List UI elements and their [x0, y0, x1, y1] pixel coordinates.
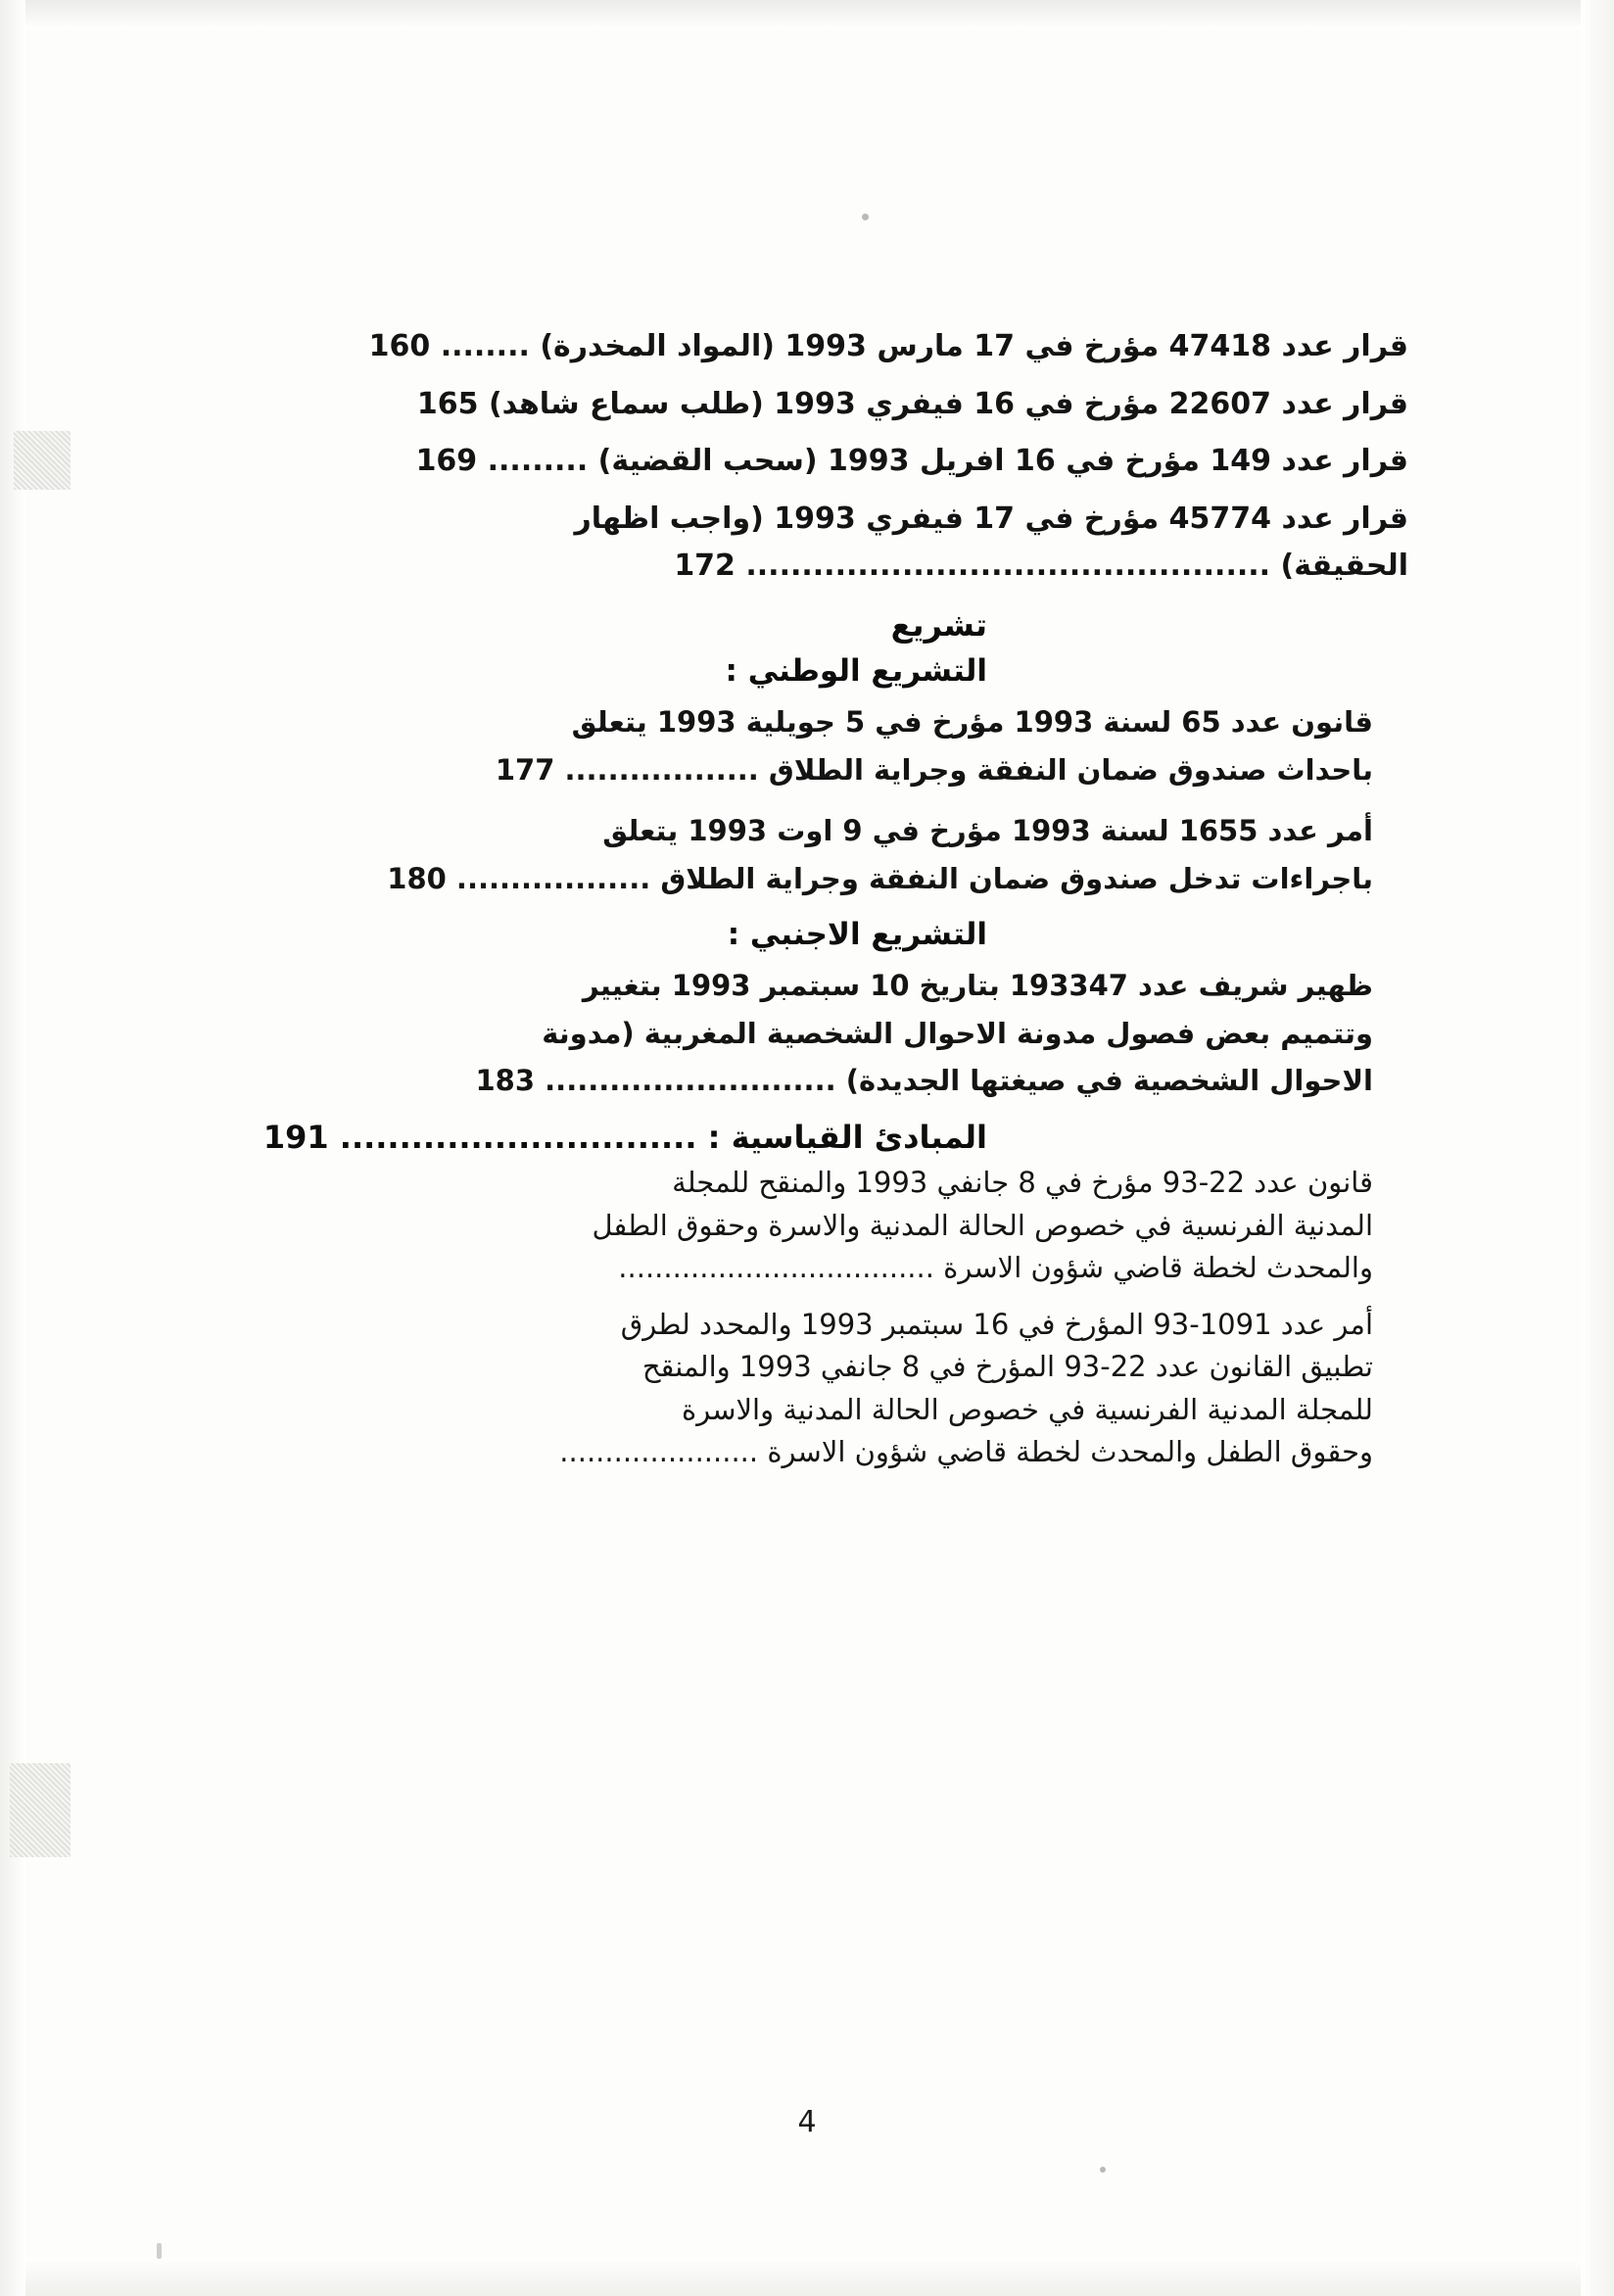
subsection-heading-national-legislation: التشريع الوطني :	[725, 652, 987, 689]
toc-entry-line: المدنية الفرنسية في خصوص الحالة المدنية والاسرة وحقوق الطفل	[592, 1208, 1373, 1242]
toc-entry-title: قرار عدد 47418 مؤرخ في 17 مارس 1993 (المواد المخدرة)	[540, 329, 1408, 363]
toc-entry-line: قانون عدد 65 لسنة 1993 مؤرخ في 5 جويلية 1993 يتعلق	[571, 704, 1373, 739]
toc-entry-title: قرار عدد 149 مؤرخ في 16 افريل 1993 (سحب القضية)	[597, 444, 1408, 479]
toc-entry-title-cont: باجراءات تدخل صندوق ضمان النفقة وجراية الطلاق	[660, 862, 1373, 896]
toc-entry-title-cont: وحقوق الطفل والمحدث لخطة قاضي شؤون الاسرة	[767, 1435, 1373, 1468]
toc-leader: ...........................	[545, 1064, 836, 1098]
toc-leader: ......................	[559, 1435, 759, 1468]
page-edge-right	[1581, 0, 1614, 2296]
page-number: 4	[797, 2105, 817, 2139]
scan-speck-edge	[157, 2243, 162, 2259]
toc-leader: ..................	[455, 862, 651, 896]
toc-entry-line: للمجلة المدنية الفرنسية في خصوص الحالة المدنية والاسرة	[682, 1392, 1373, 1426]
page-edge-bottom	[0, 2257, 1614, 2296]
toc-entry-title-cont: باحداث صندوق ضمان النفقة وجراية الطلاق	[768, 752, 1373, 787]
toc-entry-line	[206, 855, 1373, 903]
toc-entry-title-cont: الاحوال الشخصية في صيغتها الجديدة)	[845, 1064, 1373, 1098]
toc-page-number: 191	[262, 1119, 329, 1156]
toc-entry-line	[206, 1247, 1373, 1290]
toc-entry-line: أمر عدد 1091-93 المؤرخ في 16 سبتمبر 1993 والمحدد لطرق	[620, 1307, 1373, 1341]
toc-leader: ...............................................	[745, 549, 1271, 584]
scan-artifact-lower-left	[10, 1763, 71, 1857]
toc-page-number: 169	[415, 444, 478, 479]
toc-leader: ..................	[564, 752, 759, 787]
scan-artifact-upper-left	[14, 431, 71, 490]
toc-entry-line: وتتميم بعض فصول مدونة الاحوال الشخصية المغربية (مدونة	[542, 1016, 1373, 1050]
toc-page-number: 160	[368, 329, 431, 363]
toc-entry	[206, 962, 1408, 1105]
toc-entry	[206, 496, 1408, 591]
toc-entry-line	[206, 1431, 1373, 1474]
toc-entry-line: تطبيق القانون عدد 22-93 المؤرخ في 8 جانفي 1993 والمنقح	[641, 1350, 1373, 1383]
toc-entry-line	[206, 543, 1408, 591]
toc-entry-line: قانون عدد 22-93 مؤرخ في 8 جانفي 1993 والمنقح للمجلة	[672, 1166, 1373, 1199]
scan-speck-top	[862, 214, 869, 220]
toc-leader: ........	[440, 329, 530, 363]
toc-entry	[206, 1304, 1408, 1474]
toc-page-number: 180	[387, 862, 447, 896]
toc-page-number: 183	[475, 1064, 536, 1098]
toc-entry-line	[206, 746, 1373, 794]
toc-page-number: 165	[416, 386, 479, 421]
toc-entry	[206, 807, 1408, 902]
toc-entry	[206, 438, 1408, 486]
toc-leader: ...................................	[618, 1251, 934, 1284]
table-of-contents	[206, 323, 1408, 1488]
toc-entry	[206, 1162, 1408, 1290]
toc-entry-line: قرار عدد 45774 مؤرخ في 17 فيفري 1993 (واجب اظهار	[574, 501, 1408, 536]
toc-entry	[206, 698, 1408, 793]
toc-leader: .........	[487, 444, 589, 479]
page-edge-top	[0, 0, 1614, 29]
toc-entry-line: ظهير شريف عدد 193347 بتاريخ 10 سبتمبر 1993 بتغيير	[582, 968, 1373, 1002]
toc-leader: ..............................	[339, 1119, 697, 1156]
toc-entry-title-cont: والمحدث لخطة قاضي شؤون الاسرة	[943, 1251, 1373, 1284]
section-heading-legislation: تشريع	[890, 605, 987, 644]
subsection-heading-foreign-legislation: التشريع الاجنبي :	[727, 916, 987, 952]
toc-page-number: 172	[674, 549, 736, 584]
toc-entry-title: قرار عدد 22607 مؤرخ في 16 فيفري 1993 (طلب سماع شاهد)	[488, 386, 1408, 421]
toc-entry-title-cont: الحقيقة)	[1280, 549, 1408, 584]
subsection-heading-standard-principles	[206, 1119, 1408, 1156]
subsection-heading-text: المبادئ القياسية :	[707, 1119, 987, 1156]
toc-entry	[206, 323, 1408, 371]
scan-speck-bottom	[1100, 2167, 1106, 2173]
toc-page-number: 177	[495, 752, 555, 787]
toc-entry	[206, 381, 1408, 429]
page-edge-left	[0, 0, 25, 2296]
toc-entry-line	[206, 1057, 1373, 1105]
toc-entry-line: أمر عدد 1655 لسنة 1993 مؤرخ في 9 اوت 1993 يتعلق	[602, 814, 1373, 848]
